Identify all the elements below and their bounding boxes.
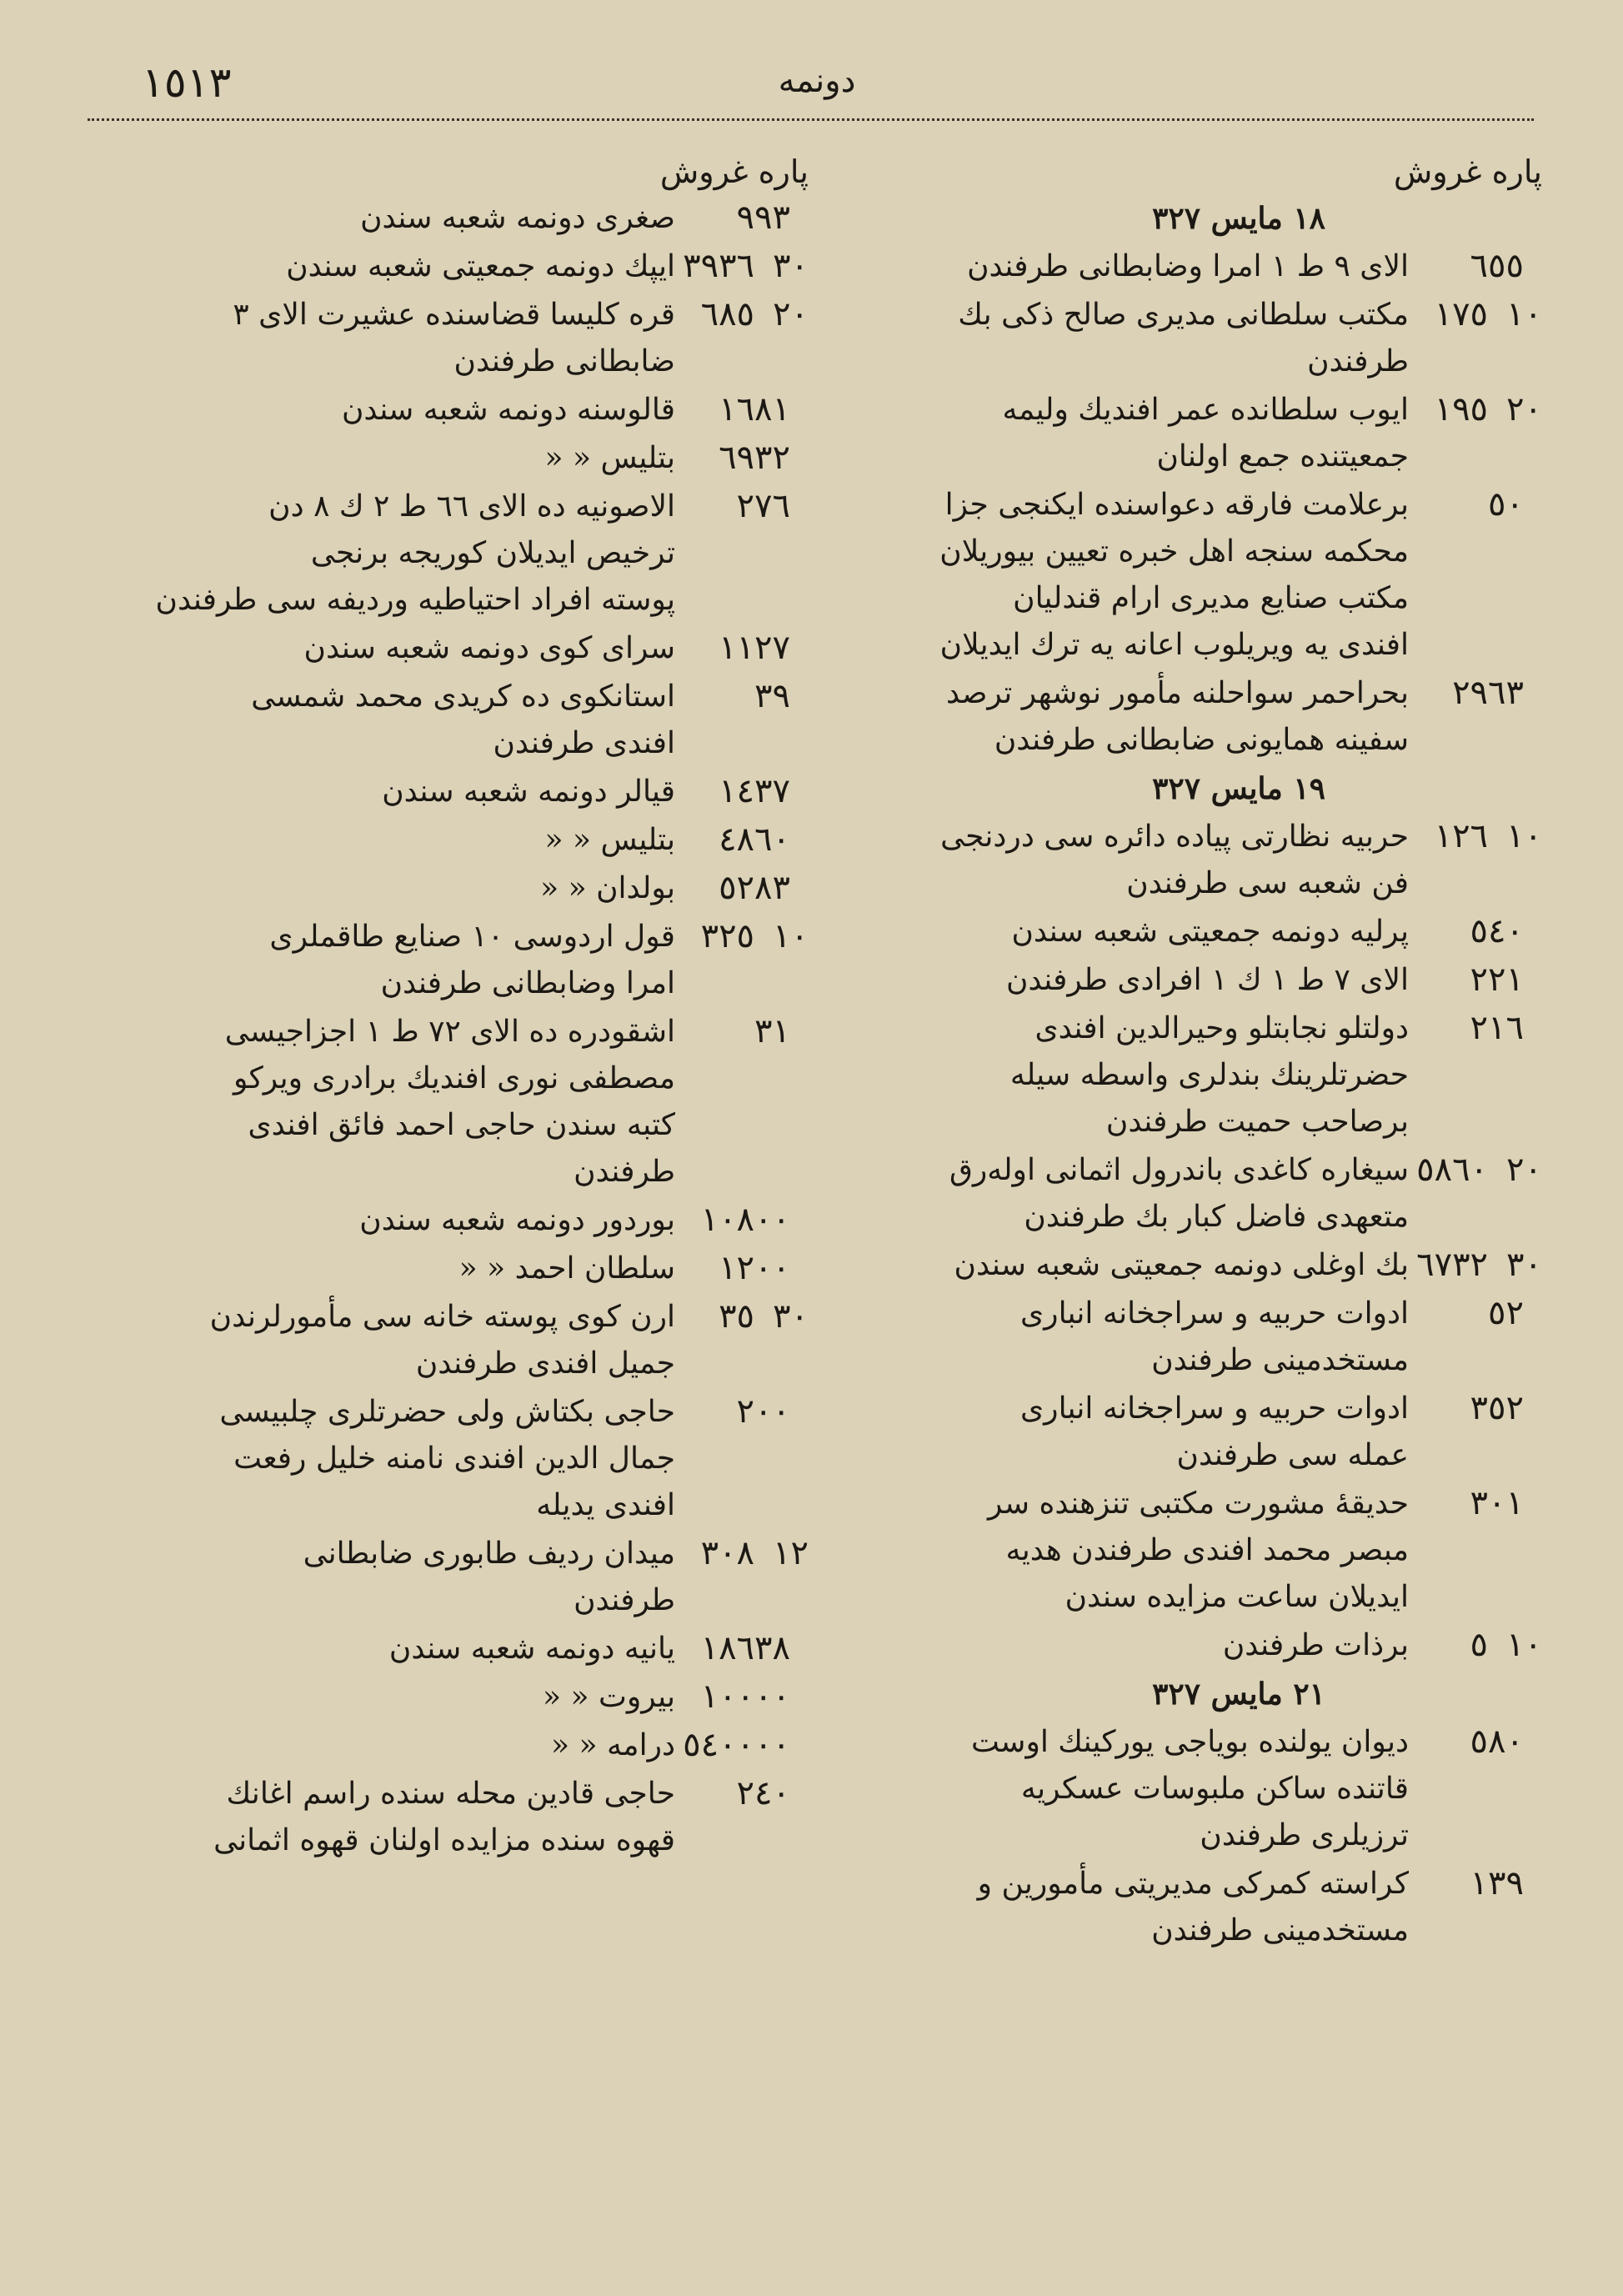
entry-line: بوردور دونمه شعبه سندن (359, 1203, 675, 1237)
entry-line: افندى يه ويريلوب اعانه يه ترك ايديلان (939, 628, 1409, 662)
ledger-entry (825, 1481, 1542, 1621)
amount-para: ٣٠ (1506, 1246, 1542, 1284)
amount-gurus: ٣٠١ (1470, 1484, 1524, 1522)
date-heading (825, 1671, 1542, 1717)
ledger-entry (92, 769, 809, 815)
entry-text (92, 1197, 675, 1244)
amount-gurus: ١٩٥ (1434, 390, 1489, 429)
amount-gurus: ٥٢ (1488, 1294, 1524, 1332)
amount-gurus: ١٤٣٧ (719, 772, 790, 810)
ledger-entry (825, 1147, 1542, 1241)
entry-text (825, 670, 1409, 764)
amount-para: ٢٠ (773, 295, 809, 333)
ledger-entry (92, 817, 809, 864)
entry-text (825, 1622, 1409, 1669)
entry-line: مكتب صنايع مديرى ارام قندليان (1013, 581, 1409, 615)
entry-line: محكمه سنجه اهل خبره تعيين بيوريلان (939, 534, 1409, 569)
header-dotted-rule (88, 118, 1534, 121)
entry-line: الاصونيه ده الاى ٦٦ ط ٢ ك ٨ دن (268, 489, 675, 524)
entry-text (92, 817, 675, 864)
entry-line: كراسته كمركى مديريتى مأمورين و (977, 1867, 1409, 1901)
entry-line: طرفندن (574, 1583, 675, 1617)
amount-gurus: ٣٥٢ (1470, 1389, 1524, 1427)
amount-cell (684, 1677, 809, 1716)
entry-line: طرفندن (574, 1155, 675, 1189)
amount-para: ١٠ (1506, 817, 1542, 855)
entry-line: ميدان رديف طابورى ضابطانى (303, 1537, 675, 1571)
ledger-entry (825, 814, 1542, 907)
entry-line: پرليه دونمه جمعيتى شعبه سندن (1011, 915, 1409, 949)
entry-line: سفينه همايونى ضابطانى طرفندن (994, 723, 1409, 757)
amount-para: ١٢ (773, 1534, 809, 1572)
amount-cell (684, 247, 809, 285)
entry-text (825, 1291, 1409, 1384)
entry-text (825, 1719, 1409, 1859)
heading-para-gurus: پاره غروش (1393, 153, 1542, 190)
amount-gurus: ٥٨٦٠ (1416, 1151, 1489, 1189)
ledger-entry (825, 243, 1542, 290)
ledger-entry (825, 957, 1542, 1004)
amount-cell (1417, 1484, 1542, 1522)
amount-gurus: ١٢٦ (1434, 817, 1489, 855)
entry-text (92, 1246, 675, 1292)
amount-gurus: ٥٤٠ (1470, 912, 1524, 950)
ledger-entry (92, 292, 809, 385)
entry-text (92, 1626, 675, 1672)
amount-gurus: ٥٢٨٣ (719, 869, 790, 907)
entry-line: ديوان يولنده بوياجى يوركينك اوست (970, 1725, 1409, 1759)
entry-line: برذات طرفندن (1222, 1628, 1409, 1662)
entry-line: قره كليسا قضاسنده عشيرت الاى ٣ (233, 298, 675, 332)
amount-para: ١٠ (773, 917, 809, 955)
ledger-entry (92, 1246, 809, 1292)
amount-gurus: ٢٧٦ (736, 487, 790, 525)
entry-line: مستخدمينى طرفندن (1151, 1913, 1409, 1948)
entry-text (92, 865, 675, 912)
entry-line: امرا وضابطانى طرفندن (380, 966, 675, 1000)
entry-line: ايديلان ساعت مزايده سندن (1064, 1580, 1409, 1614)
entry-text (825, 292, 1409, 385)
heading-para-gurus: پاره غروش (659, 153, 809, 190)
entry-line: ١٩ مايس ٣٢٧ (1152, 771, 1325, 806)
ledger-entry (92, 865, 809, 912)
ledger-entry (92, 195, 809, 242)
amount-gurus: ١٦٨١ (719, 390, 790, 429)
amount-gurus: ٩٩٣ (736, 198, 790, 237)
entry-line: بحراحمر سواحلنه مأمور نوشهر ترصد (945, 676, 1409, 710)
ledger-entry (825, 1242, 1542, 1289)
ledger-entry (825, 1386, 1542, 1479)
entry-line: قول اردوسى ١٠ صنايع طاقملرى (269, 920, 675, 954)
entry-text (825, 387, 1409, 480)
amount-para: ٣٠ (773, 247, 809, 285)
entry-text (92, 387, 675, 434)
date-heading (825, 765, 1542, 812)
entry-line: ارن كوى پوسته خانه سى مأمورلرندن (209, 1300, 675, 1334)
amount-cell (684, 1774, 809, 1812)
entry-text (92, 243, 675, 290)
entry-line: مبصر محمد افندى طرفندن هديه (1005, 1533, 1409, 1567)
entry-text (825, 243, 1409, 290)
ledger-entry (92, 674, 809, 767)
entry-text (825, 195, 1409, 242)
entry-text (825, 957, 1409, 1004)
amount-gurus: ٥٤٠٠٠٠ (683, 1726, 790, 1764)
entry-line: حربيه نظارتى پياده دائره سى دردنجى (940, 820, 1409, 854)
entry-text (92, 484, 675, 624)
entry-line: يانيه دونمه شعبه سندن (388, 1632, 675, 1666)
amount-cell (684, 390, 809, 429)
amount-gurus: ٣٩٣٦ (683, 247, 755, 285)
entry-line: ادوات حربيه و سراجخانه انبارى (1020, 1391, 1409, 1426)
amount-gurus: ٢٤٠ (736, 1774, 790, 1812)
entry-text (825, 1386, 1409, 1479)
entry-line: ادوات حربيه و سراجخانه انبارى (1020, 1296, 1409, 1331)
amount-cell (684, 1392, 809, 1431)
entry-text (825, 1861, 1409, 1954)
entry-line: ايپك دونمه جمعيتى شعبه سندن (286, 249, 675, 283)
amount-cell (1417, 1151, 1542, 1189)
entry-text (92, 914, 675, 1007)
entry-line: طرفندن (1307, 344, 1409, 378)
amount-cell (684, 1201, 809, 1239)
entry-text (825, 1481, 1409, 1621)
amount-cell (684, 869, 809, 907)
amount-gurus: ٦٨٥ (700, 295, 755, 333)
amount-cell (684, 629, 809, 667)
amount-gurus: ١٧٥ (1434, 295, 1489, 333)
amount-cell (1417, 817, 1542, 855)
amount-cell (684, 820, 809, 859)
entry-line: قاتنده ساكن ملبوسات عسكريه (1020, 1772, 1409, 1806)
amount-cell (1417, 674, 1542, 712)
amount-cell (684, 198, 809, 237)
entry-line: فن شعبه سى طرفندن (1126, 866, 1409, 900)
entry-text (92, 1771, 675, 1864)
amount-para: ٣٠ (773, 1297, 809, 1336)
left-column (92, 135, 809, 1866)
ledger-entry (825, 909, 1542, 955)
amount-gurus: ٢١٦ (1470, 1009, 1524, 1047)
amount-cell (1417, 1294, 1542, 1332)
amount-cell (1417, 960, 1542, 999)
entry-line: ضابطانى طرفندن (453, 344, 675, 378)
amount-para: ١٠ (1506, 295, 1542, 333)
amount-cell (684, 439, 809, 477)
entry-line: كتبه سندن حاجى احمد فائق افندى (248, 1108, 675, 1142)
entry-text (825, 1242, 1409, 1289)
amount-cell (684, 1249, 809, 1287)
entry-line: حديقهٔ مشورت مكتبى تنزهنده سر (987, 1486, 1409, 1521)
entry-line: مستخدمينى طرفندن (1151, 1343, 1409, 1377)
right-column (825, 135, 1542, 1956)
amount-cell (1417, 295, 1542, 333)
entry-line: مصطفى نورى افنديك برادرى ويركو (233, 1061, 675, 1095)
entry-text (92, 195, 675, 242)
amount-gurus: ١٠٠٠٠ (700, 1677, 790, 1716)
entry-line: افندى يديله (536, 1488, 675, 1522)
amount-cell (1417, 1246, 1542, 1284)
ledger-entry (825, 387, 1542, 480)
amount-gurus: ١٨٦٣٨ (700, 1629, 790, 1667)
amount-gurus: ٣٠٨ (700, 1534, 755, 1572)
entry-line: بتليس « « (544, 823, 675, 857)
ledger-entry (92, 1294, 809, 1387)
entry-text (92, 1531, 675, 1624)
ledger-entry (825, 1861, 1542, 1954)
amount-cell (1417, 1389, 1542, 1427)
entry-line: متعهدى فاضل كبار بك طرفندن (1024, 1200, 1409, 1234)
amount-gurus: ٦٧٣٢ (1416, 1246, 1489, 1284)
ledger-entry (825, 1622, 1542, 1669)
entry-line: پوسته افراد احتياطيه ورديفه سى طرفندن (155, 583, 675, 617)
entry-text (92, 625, 675, 672)
entry-line: بك اوغلى دونمه جمعيتى شعبه سندن (954, 1248, 1409, 1282)
amount-gurus: ٢٩٦٣ (1452, 674, 1524, 712)
entry-line: جمال الدين افندى نامنه خليل رفعت (233, 1441, 675, 1476)
amount-cell (1417, 390, 1542, 429)
amount-gurus: ١٠٨٠٠ (700, 1201, 790, 1239)
amount-cell (1417, 1722, 1542, 1761)
entry-text (92, 1009, 675, 1196)
entry-line: عمله سى طرفندن (1176, 1438, 1409, 1472)
entry-line: ترزيلرى طرفندن (1200, 1818, 1409, 1852)
amount-gurus: ٥٠ (1488, 485, 1524, 524)
entry-line: قهوه سنده مزايده اولنان قهوه اثمانى (213, 1823, 675, 1857)
ledger-entry (92, 1771, 809, 1864)
entry-line: برصاحب حميت طرفندن (1105, 1105, 1409, 1139)
running-title: دونمه (778, 62, 856, 100)
amount-cell (684, 677, 809, 715)
entry-line: حاجى بكتاش ولى حضرتلرى چلبيسى (219, 1395, 675, 1429)
entry-line: درامه « « (551, 1728, 675, 1762)
amount-gurus: ٣٩ (754, 677, 790, 715)
entry-line: ايوب سلطانده عمر افنديك وليمه (1002, 393, 1409, 427)
entry-line: قيالر دونمه شعبه سندن (382, 775, 675, 809)
entry-line: دولتلو نجابتلو وحيرالدين افندى (1034, 1011, 1409, 1045)
amount-para: ١٠ (1506, 1626, 1542, 1664)
amount-gurus: ٦٥٥ (1470, 247, 1524, 285)
entry-text (825, 765, 1409, 812)
entry-text (825, 1671, 1409, 1717)
amount-cell (684, 295, 809, 333)
amount-gurus: ٥٨٠ (1470, 1722, 1524, 1761)
entry-line: جميل افندى طرفندن (415, 1346, 675, 1381)
ledger-entry (92, 914, 809, 1007)
amount-cell (1417, 912, 1542, 950)
amount-gurus: ١٣٩ (1470, 1864, 1524, 1902)
amount-cell (684, 1534, 809, 1572)
entry-line: بيروت « « (543, 1680, 675, 1714)
entry-line: صغرى دونمه شعبه سندن (360, 201, 675, 235)
entry-text (92, 435, 675, 482)
entry-line: حضرتلرينك بندلرى واسطه سيله (1009, 1058, 1409, 1092)
amount-cell (684, 1726, 809, 1764)
entry-line: الاى ٩ ط ١ امرا وضابطانى طرفندن (967, 249, 1409, 283)
entry-text (825, 482, 1409, 669)
entry-line: حاجى قادين محله سنده راسم اغانك (226, 1777, 675, 1811)
entry-text (92, 1674, 675, 1721)
entry-text (825, 1005, 1409, 1145)
entry-text (92, 674, 675, 767)
ledger-entry (92, 387, 809, 434)
amount-cell (684, 1012, 809, 1050)
ledger-entry (825, 1005, 1542, 1145)
ledger-entry (92, 484, 809, 624)
amount-cell (684, 772, 809, 810)
entry-line: افندى طرفندن (493, 726, 675, 760)
ledger-entry (825, 482, 1542, 669)
entry-text (825, 1147, 1409, 1241)
entry-line: ٢١ مايس ٣٢٧ (1152, 1677, 1325, 1712)
amount-para: ٢٠ (1506, 1151, 1542, 1189)
amount-gurus: ١١٢٧ (719, 629, 790, 667)
ledger-entry (92, 1626, 809, 1672)
ledger-entry (92, 1722, 809, 1769)
date-heading (825, 195, 1542, 242)
amount-gurus: ٢٠٠ (736, 1392, 790, 1431)
entry-text (92, 292, 675, 385)
entry-line: بولدان « « (540, 871, 675, 905)
ledger-entry (92, 435, 809, 482)
ledger-entry (825, 670, 1542, 764)
ledger-entry (92, 1197, 809, 1244)
amount-cell (1417, 247, 1542, 285)
entry-line: برعلامت فارقه دعواسنده ايكنجى جزا (944, 488, 1409, 522)
entry-line: سلطان احمد « « (458, 1251, 675, 1286)
ledger-entry (92, 1674, 809, 1721)
entry-line: سيغاره كاغدى باندرول اثمانى اولەرق (949, 1153, 1409, 1187)
amount-gurus: ١٢٠٠ (719, 1249, 790, 1287)
ledger-entry (825, 1291, 1542, 1384)
entry-line: مكتب سلطانى مديرى صالح ذكى بك (958, 298, 1409, 332)
amount-gurus: ٢٢١ (1470, 960, 1524, 999)
ledger-entry (92, 243, 809, 290)
amount-cell (684, 487, 809, 525)
entry-line: ترخيص ايديلان كوريجه برنجى (310, 536, 675, 570)
ledger-entry (825, 292, 1542, 385)
ledger-entry (92, 1009, 809, 1196)
amount-para: ٢٠ (1506, 390, 1542, 429)
entry-text (92, 1389, 675, 1529)
amount-gurus: ٥ (1470, 1626, 1489, 1664)
amount-cell (1417, 485, 1542, 524)
entry-line: اشقودره ده الاى ٧٢ ط ١ اجزاجيسى (224, 1015, 675, 1049)
amount-gurus: ٤٨٦٠ (719, 820, 790, 859)
ledger-entry (825, 1719, 1542, 1859)
amount-gurus: ٣٥ (719, 1297, 755, 1336)
ledger-entry (92, 1389, 809, 1529)
column-heading (825, 135, 1542, 195)
entry-text (92, 1722, 675, 1769)
entry-line: استانكوى ده كريدى محمد شمسى (251, 679, 675, 714)
entry-line: بتليس « « (544, 441, 675, 475)
entry-line: ١٨ مايس ٣٢٧ (1152, 201, 1325, 236)
amount-cell (1417, 1626, 1542, 1664)
entry-text (92, 1294, 675, 1387)
entry-line: الاى ٧ ط ١ ك ١ افرادى طرفندن (1005, 963, 1409, 997)
page-number: ١٥١٣ (142, 58, 232, 107)
ledger-entry (92, 1531, 809, 1624)
amount-cell (684, 917, 809, 955)
entry-line: قالوسنه دونمه شعبه سندن (341, 393, 675, 427)
amount-gurus: ٦٩٣٢ (719, 439, 790, 477)
amount-gurus: ٣٢٥ (700, 917, 755, 955)
amount-cell (1417, 1009, 1542, 1047)
entry-line: جمعيتنده جمع اولنان (1156, 439, 1409, 474)
entry-text (92, 769, 675, 815)
entry-text (825, 814, 1409, 907)
amount-cell (1417, 1864, 1542, 1902)
amount-cell (684, 1297, 809, 1336)
entry-line: سراى كوى دونمه شعبه سندن (303, 631, 675, 665)
amount-gurus: ٣١ (754, 1012, 790, 1050)
column-heading (92, 135, 809, 195)
ledger-entry (92, 625, 809, 672)
entry-text (825, 909, 1409, 955)
amount-cell (684, 1629, 809, 1667)
